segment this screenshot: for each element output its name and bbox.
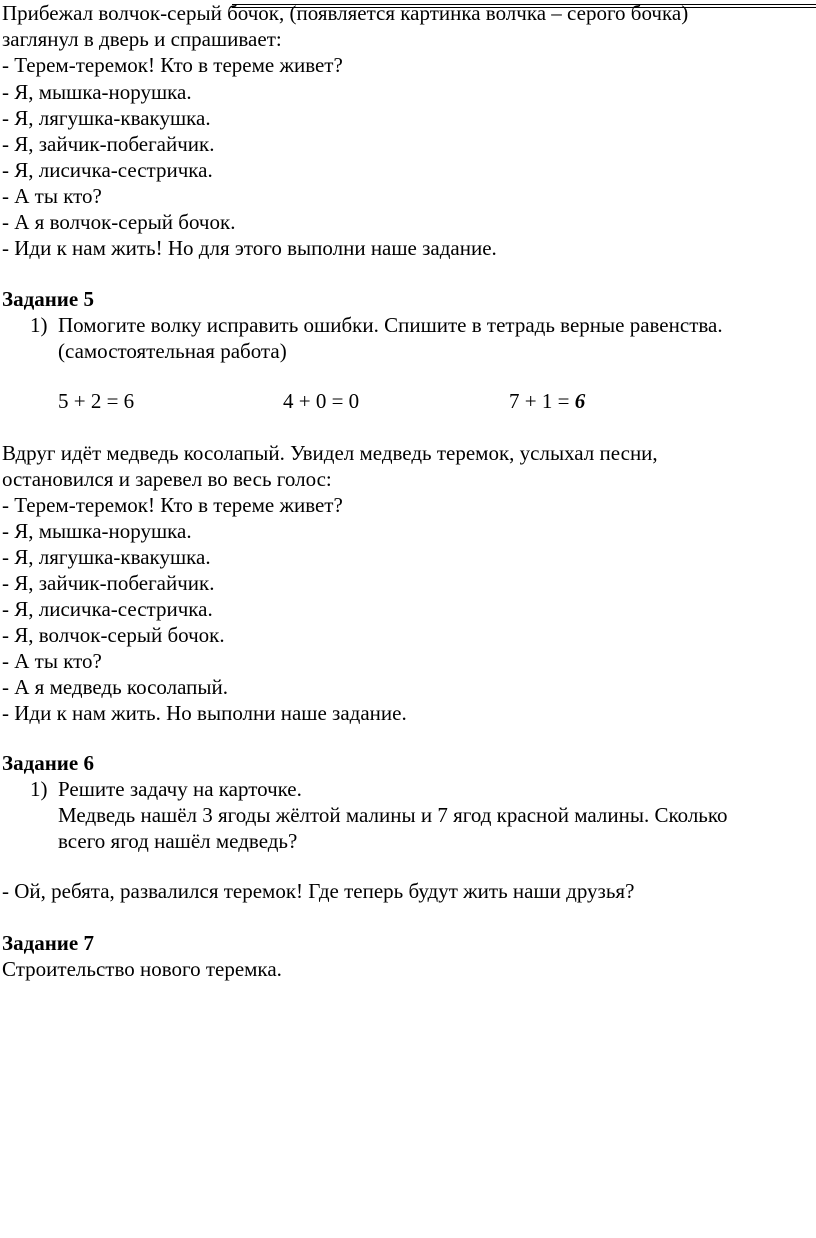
section1-line: - Я, зайчик-побегайчик.: [2, 132, 215, 156]
section2-line: - Терем-теремок! Кто в тереме живет?: [2, 493, 343, 517]
section2-line: - Иди к нам жить. Но выполни наше задание.: [2, 701, 407, 725]
task7-heading: Задание 7: [2, 931, 94, 955]
section2-line: остановился и заревел во весь голос:: [2, 467, 332, 491]
equation-1: 5 + 2 = 6: [58, 389, 135, 413]
equation-3-answer: 6: [574, 389, 586, 413]
task5-instruction: Помогите волку исправить ошибки. Спишите в тетрадь верные равенства.: [58, 313, 723, 337]
task5-item-number: 1): [30, 313, 48, 337]
closing-line: - Ой, ребята, развалился теремок! Где теперь будут жить наши друзья?: [2, 879, 635, 903]
task6-problem: Медведь нашёл 3 ягоды жёлтой малины и 7 ягод красной малины. Сколько: [58, 803, 728, 827]
section1-line: - Я, лягушка-квакушка.: [2, 106, 211, 130]
section1-line: - Иди к нам жить! Но для этого выполни наше задание.: [2, 236, 497, 260]
section2-line: - А я медведь косолапый.: [2, 675, 228, 699]
section1-line: - А ты кто?: [2, 184, 102, 208]
section2-line: Вдруг идёт медведь косолапый. Увидел медведь теремок, услыхал песни,: [2, 441, 658, 465]
task6-heading: Задание 6: [2, 751, 94, 775]
equation-3-prefix: 7 + 1 =: [509, 389, 575, 413]
equation-3: [509, 388, 585, 414]
section1-line: - Терем-теремок! Кто в тереме живет?: [2, 53, 343, 77]
section1-line: - Я, лисичка-сестричка.: [2, 158, 213, 182]
section1-line: заглянул в дверь и спрашивает:: [2, 27, 282, 51]
section2-line: - Я, мышка-норушка.: [2, 519, 192, 543]
section2-line: - Я, лисичка-сестричка.: [2, 597, 213, 621]
section1-line: - А я волчок-серый бочок.: [2, 210, 236, 234]
equation-2: 4 + 0 = 0: [283, 389, 360, 413]
section2-line: - А ты кто?: [2, 649, 102, 673]
section1-line: Прибежал волчок-серый бочок, (появляется картинка волчка – серого бочка): [2, 1, 689, 25]
task5-note: (самостоятельная работа): [58, 339, 287, 363]
section1-line: - Я, мышка-норушка.: [2, 80, 192, 104]
task6-item-number: 1): [30, 777, 48, 801]
task5-heading: Задание 5: [2, 287, 94, 311]
section2-line: - Я, лягушка-квакушка.: [2, 545, 211, 569]
section2-line: - Я, волчок-серый бочок.: [2, 623, 225, 647]
section2-line: - Я, зайчик-побегайчик.: [2, 571, 215, 595]
task7-text: Строительство нового теремка.: [2, 957, 282, 981]
task6-problem-cont: всего ягод нашёл медведь?: [58, 829, 298, 853]
task6-instruction: Решите задачу на карточке.: [58, 777, 302, 801]
